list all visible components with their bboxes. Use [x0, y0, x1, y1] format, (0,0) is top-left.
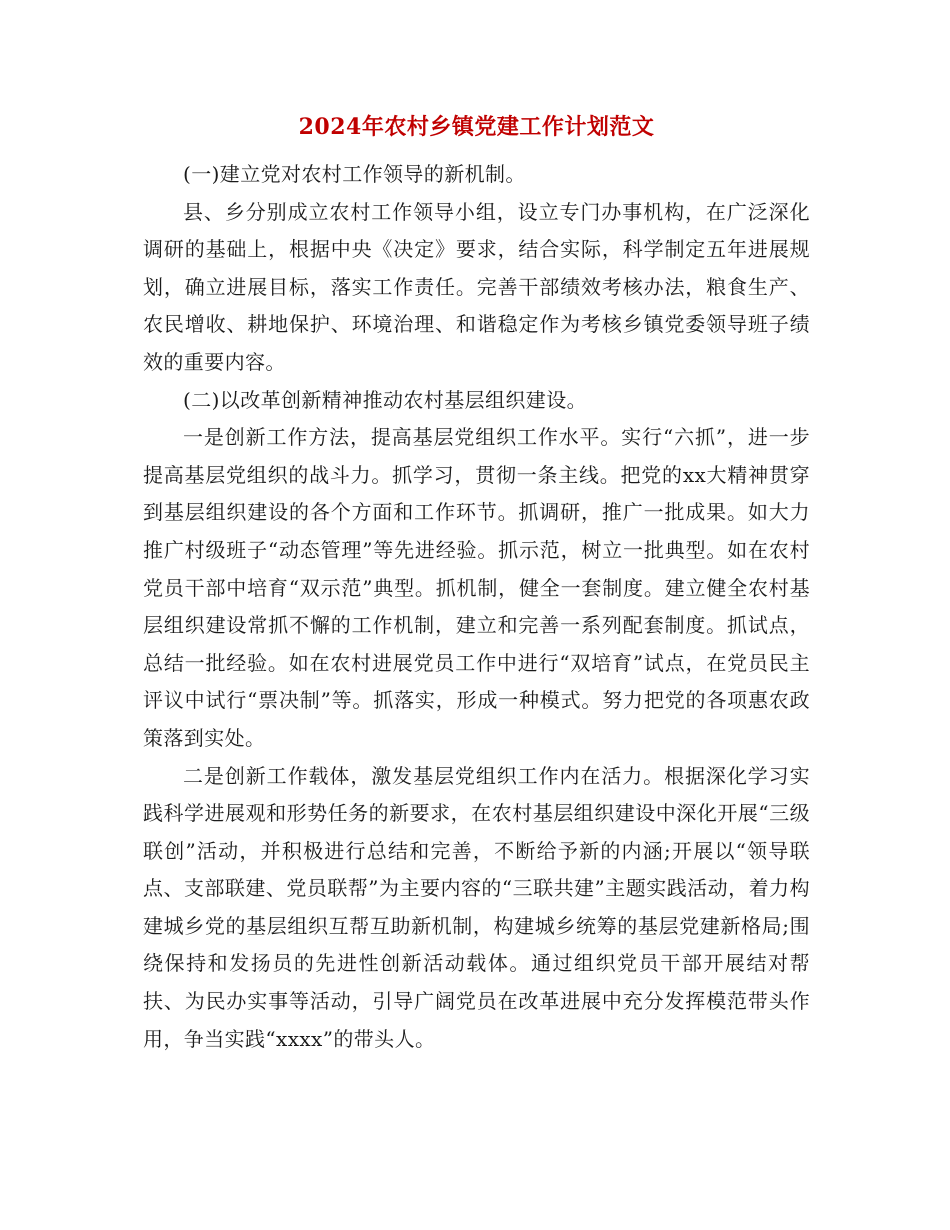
- section-heading-2: (二)以改革创新精神推动农村基层组织建设。: [183, 387, 588, 412]
- document-title: 2024年农村乡镇党建工作计划范文: [298, 114, 655, 140]
- section-heading-1: (一)建立党对农村工作领导的新机制。: [183, 162, 526, 186]
- body-paragraph-3: 二是创新工作载体，激发基层党组织工作内在活力。根据深化学习实践科学进展观和形势任务的新要求，在农村基层组织建设中深化开展“三级联创”活动，并积极进行总结和完善，不断给予新的内涵;开展以“领导联点、支部联建、党员联帮”为主要内容的“三联共建”主题实践活动，着力构建城乡党的基层组织互帮互助新机制，构建城乡统筹的基层党建新格局;围绕保持和发扬员的先进性创新活动载体。通过组织党员干部开展结对帮扶、为民办实事等活动，引导广阔党员在改革进展中充分发挥模范带头作用，争当实践“xxxx”的带头人。: [143, 763, 810, 1051]
- body-paragraph-2: 一是创新工作方法，提高基层党组织工作水平。实行“六抓”，进一步提高基层党组织的战斗力。抓学习，贯彻一条主线。把党的xx大精神贯穿到基层组织建设的各个方面和工作环节。抓调研，推广一批成果。如大力推广村级班子“动态管理”等先进经验。抓示范，树立一批典型。如在农村党员干部中培育“双示范”典型。抓机制，健全一套制度。建立健全农村基层组织建设常抓不懈的工作机制，建立和完善一系列配套制度。抓试点，总结一批经验。如在农村进展党员工作中进行“双培育”试点，在党员民主评议中试行“票决制”等。抓落实，形成一种模式。努力把党的各项惠农政策落到实处。: [143, 425, 810, 750]
- body-paragraph-1: 县、乡分别成立农村工作领导小组，设立专门办事机构，在广泛深化调研的基础上，根据中央《决定》要求，结合实际，科学制定五年进展规划，确立进展目标，落实工作责任。完善干部绩效考核办法，粮食生产、农民增收、耕地保护、环境治理、和谐稳定作为考核乡镇党委领导班子绩效的重要内容。: [143, 199, 810, 374]
